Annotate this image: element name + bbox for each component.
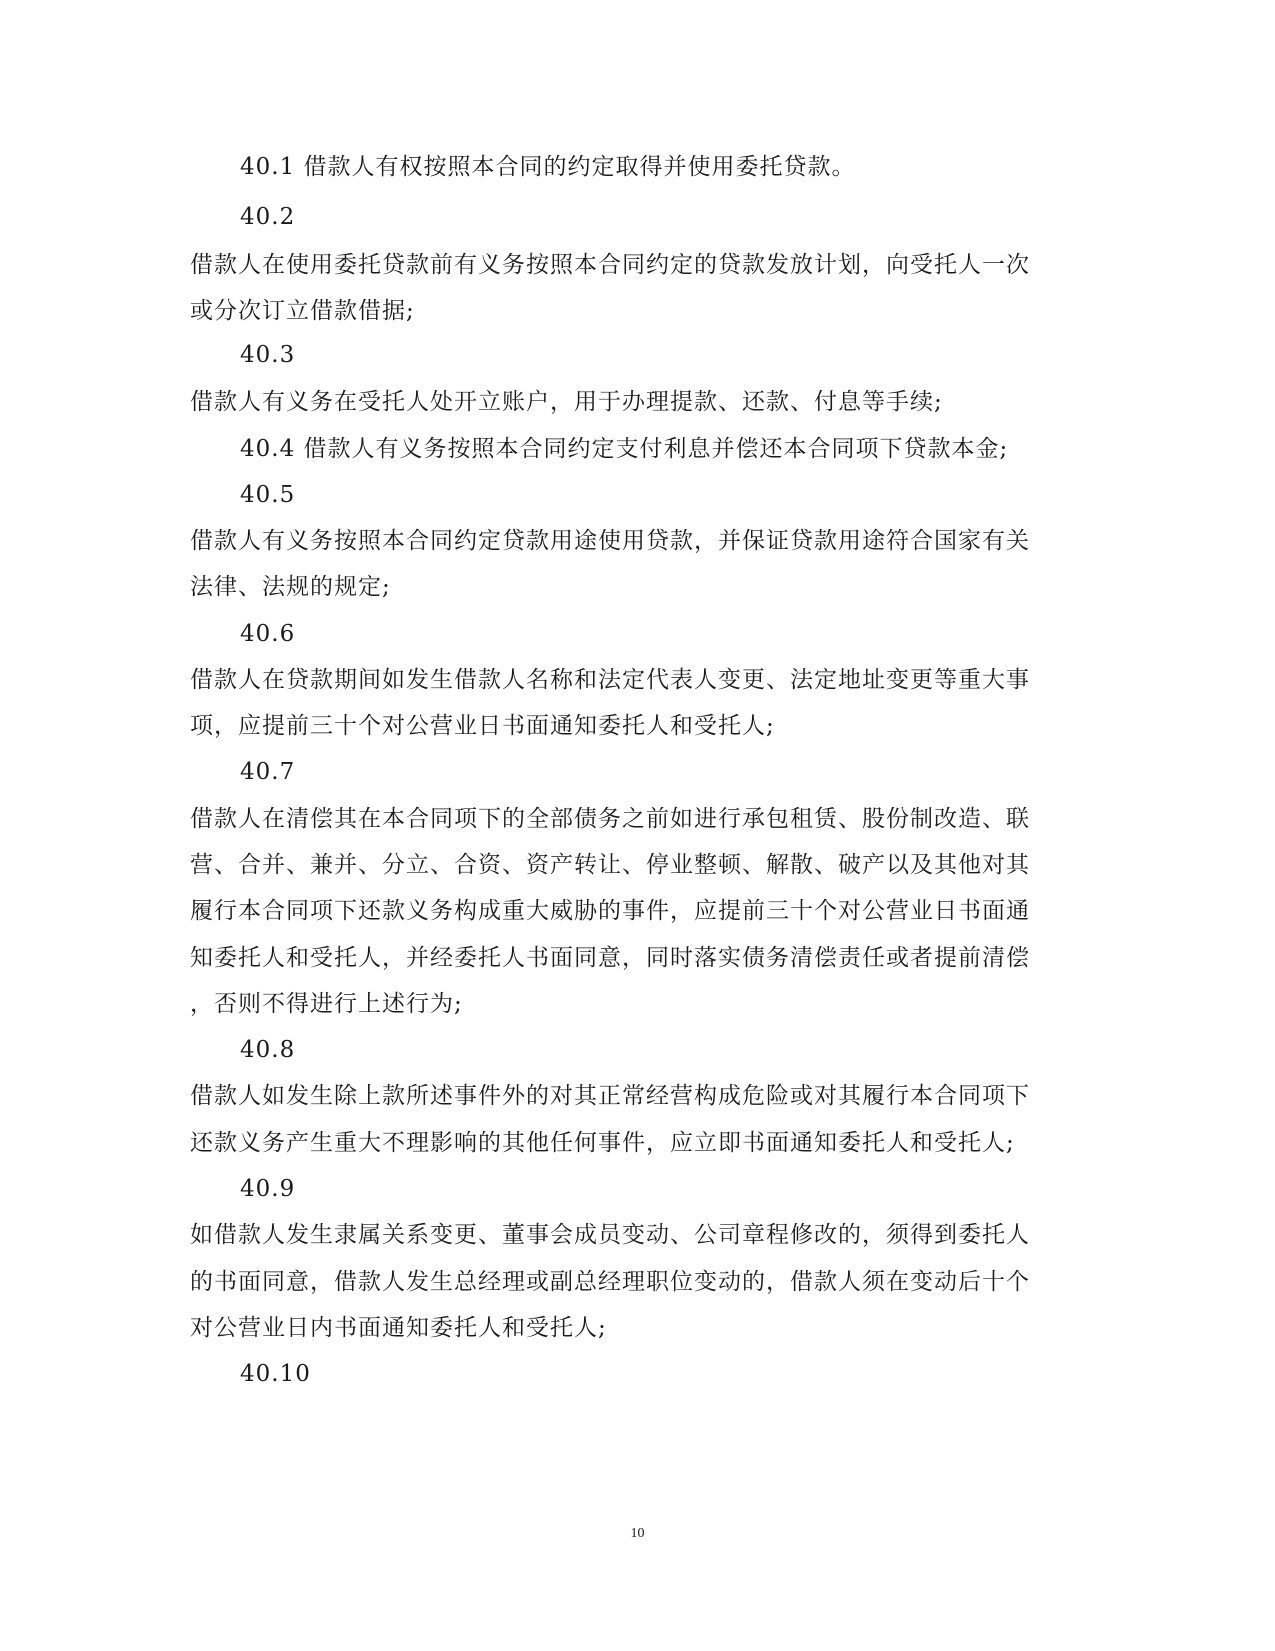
text-line: 借款人在使用委托贷款前有义务按照本合同约定的贷款发放计划，向受托人一次: [190, 252, 1030, 278]
clause-number: 40.6: [240, 621, 296, 647]
text-line: 借款人有义务按照本合同约定贷款用途使用贷款，并保证贷款用途符合国家有关: [190, 528, 1030, 554]
text-line: 项，应提前三十个对公营业日书面通知委托人和受托人;: [190, 713, 775, 739]
text-line: 的书面同意，借款人发生总经理或副总经理职位变动的，借款人须在变动后十个: [190, 1269, 1030, 1295]
clause-number: 40.10: [240, 1361, 311, 1387]
text-line: 履行本合同项下还款义务构成重大威胁的事件，应提前三十个对公营业日书面通: [190, 898, 1030, 924]
text-line: 对公营业日内书面通知委托人和受托人;: [190, 1315, 607, 1341]
clause-number: 40.2: [240, 204, 296, 230]
text-line: 如借款人发生隶属关系变更、董事会成员变动、公司章程修改的，须得到委托人: [190, 1222, 1030, 1248]
text-line: ，否则不得进行上述行为;: [190, 991, 463, 1017]
text-line: 借款人在贷款期间如发生借款人名称和法定代表人变更、法定地址变更等重大事: [190, 667, 1030, 693]
text-line: 法律、法规的规定;: [190, 574, 391, 600]
clause-number: 40.7: [240, 759, 296, 785]
text-line: 知委托人和受托人，并经委托人书面同意，同时落实债务清偿责任或者提前清偿: [190, 945, 1030, 971]
text-line: 或分次订立借款借据;: [190, 298, 415, 324]
clause-40-4: 40.4 借款人有义务按照本合同约定支付利息并偿还本合同项下贷款本金;: [240, 436, 1009, 462]
clause-40-1: 40.1 借款人有权按照本合同的约定取得并使用委托贷款。: [240, 154, 856, 180]
page-number: 10: [630, 1526, 645, 1541]
clause-number: 40.5: [240, 482, 296, 508]
text-line: 借款人有义务在受托人处开立账户，用于办理提款、还款、付息等手续;: [190, 389, 943, 415]
text-line: 借款人在清偿其在本合同项下的全部债务之前如进行承包租赁、股份制改造、联: [190, 806, 1030, 832]
text-line: 借款人如发生除上款所述事件外的对其正常经营构成危险或对其履行本合同项下: [190, 1083, 1030, 1109]
clause-number: 40.3: [240, 342, 296, 368]
text-line: 营、合并、兼并、分立、合资、资产转让、停业整顿、解散、破产以及其他对其: [190, 852, 1030, 878]
clause-number: 40.8: [240, 1037, 296, 1063]
text-line: 还款义务产生重大不理影响的其他任何事件，应立即书面通知委托人和受托人;: [190, 1130, 1015, 1156]
clause-number: 40.9: [240, 1176, 296, 1202]
